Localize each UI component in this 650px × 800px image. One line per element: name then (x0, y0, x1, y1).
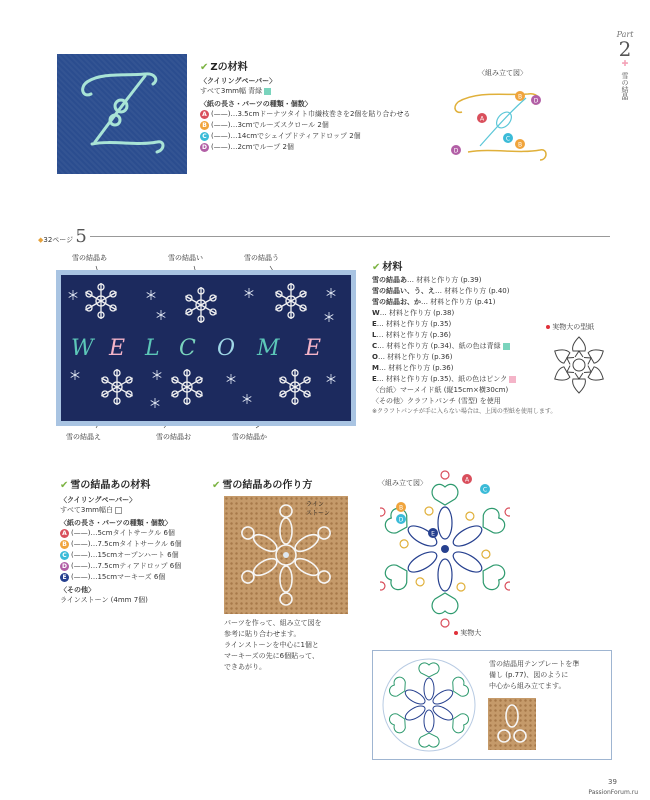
material-line: 雪の結晶お、か… 材料と作り方 (p.41) (372, 298, 496, 306)
snow-a-other-heading: 〈その他〉 (60, 586, 95, 594)
how-to-text: パーツを作って、組み立て図を 参考に貼り合わせます。 ラインストーンを中心に1個と マーキーズの先に6個貼って、 できあがり。 (224, 619, 322, 671)
material-line: L… 材料と作り方 (p.36) (372, 331, 451, 339)
z-quilling-value: すべて3mm幅 青緑 (200, 87, 263, 95)
z-assembly-label: 〈組み立て図〉 (478, 69, 527, 77)
svg-text:D: D (453, 147, 459, 155)
snow-a-part-row: D (——)…7.5cmティアドロップ 6個 (62, 562, 182, 570)
footer-watermark: PassionForum.ru (588, 789, 638, 796)
diamond-icon: ◆ (38, 236, 44, 244)
z-title: Zの材料 (210, 62, 248, 73)
snow-a-part-row: B (——)…7.5cmタイトサークル 6個 (60, 539, 182, 550)
callout-u: 雪の結晶う (244, 254, 279, 262)
rhinestone-label: ライン ストーン (306, 501, 330, 517)
welcome-frame-photo (56, 270, 356, 426)
z-quill-illustration (57, 54, 187, 174)
z-part-row: A (——)…3.5cmドーナツタイト巾繊枝巻きを2個を貼り合わせる (200, 109, 410, 120)
color-swatch (509, 376, 516, 383)
section-divider (40, 236, 610, 237)
materials-title: 材料 (382, 262, 403, 273)
material-line: M… 材料と作り方 (p.36) (372, 364, 454, 372)
section-number: 5 (75, 226, 87, 247)
badge-d: D (200, 143, 209, 152)
letter-m: M (257, 336, 280, 361)
template-label: 実物大の型紙 (546, 322, 594, 333)
snow-a-other-value: ラインストーン (4mm 7個) (60, 596, 148, 604)
how-to-title: 雪の結晶あの作り方 (222, 480, 313, 491)
snow-a-part-row: C (——)…15cmオープンハート 6個 (60, 550, 182, 561)
snow-a-parts-heading: 〈紙の長さ・パーツの種類・個数〉 (60, 519, 172, 527)
svg-text:A: A (464, 476, 470, 484)
color-swatch (115, 507, 122, 514)
template-diagram (379, 655, 479, 755)
snow-a-part-row: A (——)…5cmタイトサークル 6個 (60, 528, 182, 539)
letter-l: L (145, 336, 160, 361)
part-tab (612, 30, 638, 100)
material-line: 雪の結晶あ… 材料と作り方 (p.39) (372, 276, 482, 284)
snow-a-quilling-heading: 〈クイリングペーパー〉 (60, 496, 137, 504)
svg-text:D: D (533, 97, 539, 105)
z-letter-photo (57, 54, 187, 174)
letter-o: O (217, 336, 236, 361)
letter-w: W (71, 336, 94, 361)
actual-size-label: 実物大 (454, 628, 481, 639)
materials-section (372, 258, 556, 416)
svg-text:B: B (398, 504, 404, 512)
svg-text:E: E (431, 530, 435, 538)
badge-c: C (200, 132, 209, 141)
snow-a-quilling-value: すべて3mm幅白 (60, 506, 113, 514)
snow-a-materials (60, 476, 182, 606)
svg-text:C: C (505, 135, 511, 143)
welcome-text (71, 336, 321, 361)
z-quilling-heading: 〈クイリングペーパー〉 (200, 77, 277, 85)
flower-icon: ✚ (621, 59, 629, 68)
material-note: ※クラフトパンチが手に入らない場合は、上図の型紙を使用します。 (372, 408, 557, 415)
check-icon: ✔ (60, 480, 69, 491)
z-parts-heading: 〈紙の長さ・パーツの種類・個数〉 (200, 100, 312, 108)
material-base: 〈台紙〉マーメイド紙 (縦15cm×横30cm) (372, 386, 509, 394)
callout-o: 雪の結晶お (156, 433, 191, 441)
svg-text:C: C (482, 486, 488, 494)
snowflake-template (548, 334, 610, 396)
callout-ka: 雪の結晶か (232, 433, 267, 441)
callout-e: 雪の結晶え (66, 433, 101, 441)
part-title: 雪の結晶 (621, 72, 629, 100)
color-swatch (503, 343, 510, 350)
callout-a: 雪の結晶あ (72, 254, 107, 262)
section-header (28, 226, 90, 247)
part-label: Part (616, 30, 634, 39)
svg-text:B: B (517, 93, 523, 101)
check-icon: ✔ (372, 262, 381, 273)
color-swatch (264, 88, 271, 95)
snow-a-title: 雪の結晶あの材料 (70, 480, 151, 491)
snow-a-part-row: E (——)…15cmマーキーズ 6個 (60, 572, 182, 583)
page-ref: 32ページ (43, 236, 74, 244)
snowflakes-illustration (61, 275, 351, 421)
template-text: 雪の結晶用テンプレートを準 備し (p.77)、図のように 中心から組み立てます。 (489, 660, 580, 690)
letter-e2: E (305, 336, 322, 361)
z-assembly-diagram (448, 82, 558, 162)
letter-c: C (179, 336, 196, 361)
badge-a: A (200, 110, 209, 119)
svg-text:D: D (398, 516, 404, 524)
template-photo (488, 698, 536, 750)
z-part-row: C (——)…14cmでシェイプドティアドロップ 2個 (200, 131, 410, 142)
material-line: E… 材料と作り方 (p.35) (372, 320, 452, 328)
material-other: 〈その他〉クラフトパンチ (雪型) を使用 (372, 397, 501, 405)
how-to-heading (212, 476, 312, 491)
part-number: 2 (618, 37, 632, 61)
z-part-row: D (——)…2cmでループ 2個 (202, 143, 294, 151)
check-icon: ✔ (200, 62, 209, 73)
letter-e: E (109, 336, 126, 361)
material-line: E… 材料と作り方 (p.35)、紙の色はピンク (372, 374, 556, 385)
check-icon: ✔ (212, 480, 221, 491)
z-part-row: B (——)…3cmでルーズスクロール 2個 (200, 120, 410, 131)
svg-text:B: B (517, 141, 523, 149)
callout-i: 雪の結晶い (168, 254, 203, 262)
assembly2-label: 〈組み立て図〉 (378, 479, 427, 487)
material-line: 雪の結晶い、う、え… 材料と作り方 (p.40) (372, 287, 510, 295)
material-line: O… 材料と作り方 (p.36) (372, 353, 453, 361)
material-line: W… 材料と作り方 (p.38) (372, 309, 455, 317)
badge-b: B (200, 121, 209, 130)
z-materials (200, 58, 410, 153)
material-line: C… 材料と作り方 (p.34)、紙の色は青緑 (372, 341, 556, 352)
page-number: 39 (608, 778, 617, 786)
svg-text:A: A (479, 115, 485, 123)
snowflake-assembly-diagram (380, 460, 510, 638)
